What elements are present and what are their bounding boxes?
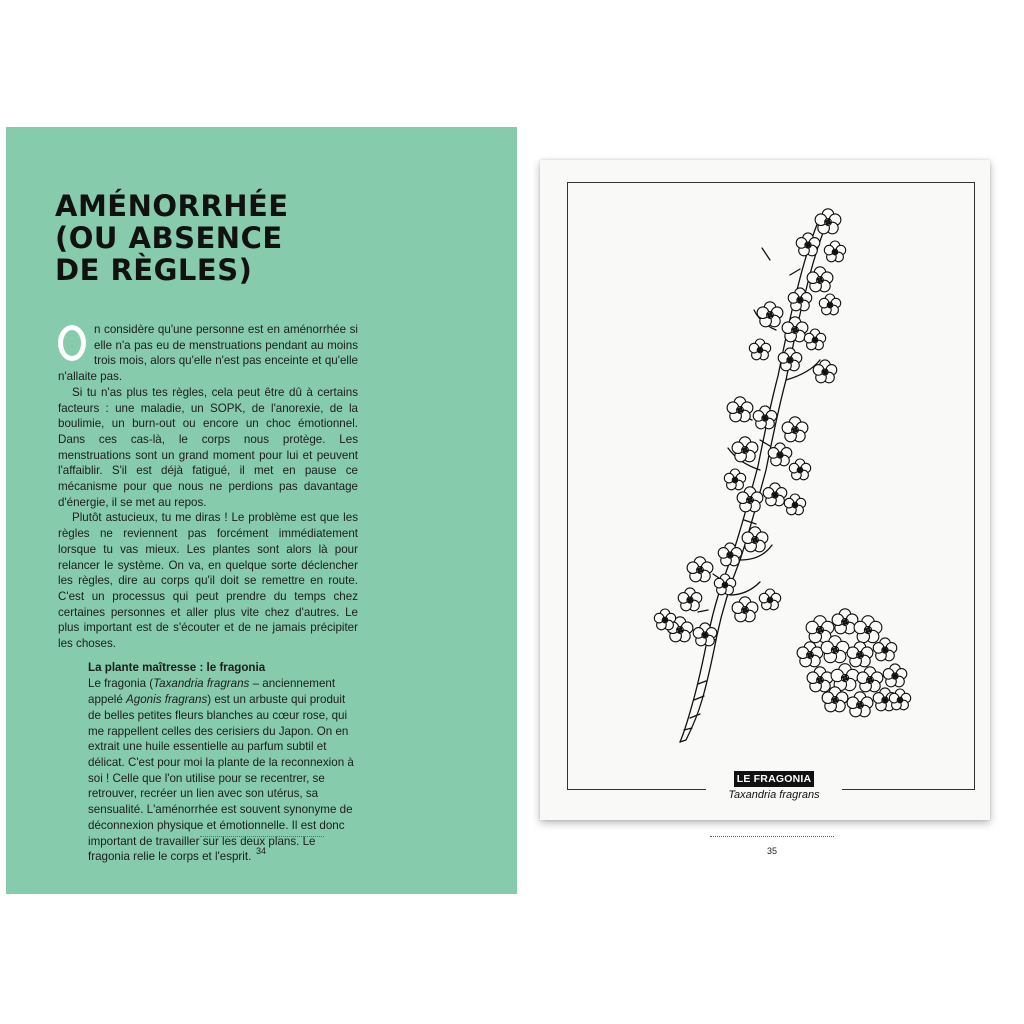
flower-drawing — [737, 487, 763, 512]
flower-drawing — [797, 642, 823, 667]
flower-drawing — [678, 588, 702, 611]
plant-heading: La plante maîtresse : le fragonia — [88, 660, 266, 674]
flower-drawing — [757, 302, 783, 327]
flower-drawing — [718, 543, 742, 566]
plant-latin-label: Taxandria fragrans — [706, 787, 842, 805]
flower-drawing — [753, 406, 777, 429]
title-line-3: DE RÈGLES) — [55, 253, 253, 287]
flower-drawing — [763, 483, 787, 506]
flower-drawing — [824, 241, 845, 262]
flower-drawing — [847, 692, 873, 717]
flower-drawing — [857, 667, 883, 692]
flower-drawing — [889, 689, 910, 710]
flower-drawing — [693, 623, 717, 646]
flower-drawing — [807, 667, 833, 692]
flower-drawing — [847, 642, 873, 667]
plant-name-label: LE FRAGONIA — [734, 771, 814, 788]
flower-drawing — [687, 557, 713, 582]
flower-drawing — [788, 288, 812, 311]
flower-drawing — [749, 339, 770, 360]
flower-drawing — [768, 443, 792, 466]
flower-drawing — [832, 609, 858, 634]
plant-latin-2: Agonis fragrans — [126, 693, 208, 707]
flower-drawing — [796, 233, 820, 256]
flower-drawing — [782, 417, 808, 442]
flower-drawing — [759, 589, 780, 610]
page-number-right: 35 — [767, 846, 778, 856]
flower-drawing — [732, 597, 758, 622]
folio-rule-right — [710, 836, 834, 837]
flower-drawing — [732, 437, 758, 462]
paragraph-2: Si tu n'as plus tes règles, cela peut être dû à certains facteurs : une maladie, un SOPK, de l'anorexie, de la boulimie, un burn-out ou encore un choc émotionnel. Dans ces cas-là, le corps nous protège. Les menstruations sont un grand moment pour lui et peuvent l'affaiblir. S'il est déjà fatigué, il met en pause ce mécanisme pour que nous ne perdions pas davantage d'énergie, il se met au repos. — [58, 385, 358, 509]
title-line-2: (OU ABSENCE — [55, 221, 283, 255]
flower-drawing — [654, 609, 675, 630]
flower-drawing — [804, 329, 825, 350]
flower-drawing — [819, 294, 840, 315]
flower-drawing — [724, 469, 745, 490]
plant-text-3: ) est un arbuste qui produit de belles petites fleurs blanches au cœur rose, qui me rappellent celles des cerisiers du Japon. On en extrait une huile essentielle au parfum subtil et délicat. C'est pour moi la plante de la reconnexion à soi ! Celle que l'on utilise pour se recentrer, se retrouver, recréer un lien avec son utérus, sa sensualité. L'aménorrhée est souvent synonyme de déconnexion physique et émotionnelle. Il est donc important de travailler sur les deux plans. Le fragonia relie le corps et l'esprit. — [88, 693, 354, 864]
flower-drawing — [778, 348, 802, 371]
page-number-left: 34 — [256, 846, 267, 856]
flower-drawing — [727, 397, 753, 422]
title-line-1: AMÉNORRHÉE — [55, 189, 289, 223]
flower-drawing — [784, 494, 805, 515]
plant-text-2: – anciennement appelé — [88, 677, 336, 707]
plant-text-1: Le fragonia ( — [88, 677, 154, 691]
flower-drawing — [742, 527, 768, 552]
paragraph-3: Plutôt astucieux, tu me diras ! Le problème est que les règles ne reviennent pas forcément immédiatement lorsque tu vas mieux. Les plantes sont alors là pour relancer le système. On va, en quelque sorte déclencher les règles, dire au corps qu'il doit se remettre en route. C'est un processus qui peut prendre du temps chez certaines personnes et aller plus vite chez d'autres. Le plus important est de s'écouter et de ne jamais précipiter les choses. — [58, 511, 358, 651]
plant-latin-1: Taxandria fragrans — [153, 677, 250, 691]
paragraph-1-text: n considère qu'une personne est en aménorrhée si elle n'a pas eu de menstruations pendant au moins trois mois, alors qu'elle n'est pas enceinte et qu'elle n'allaite pas. — [58, 323, 358, 384]
flower-drawing — [789, 459, 810, 480]
flower-drawing — [815, 209, 841, 234]
flower-drawing — [883, 664, 907, 687]
